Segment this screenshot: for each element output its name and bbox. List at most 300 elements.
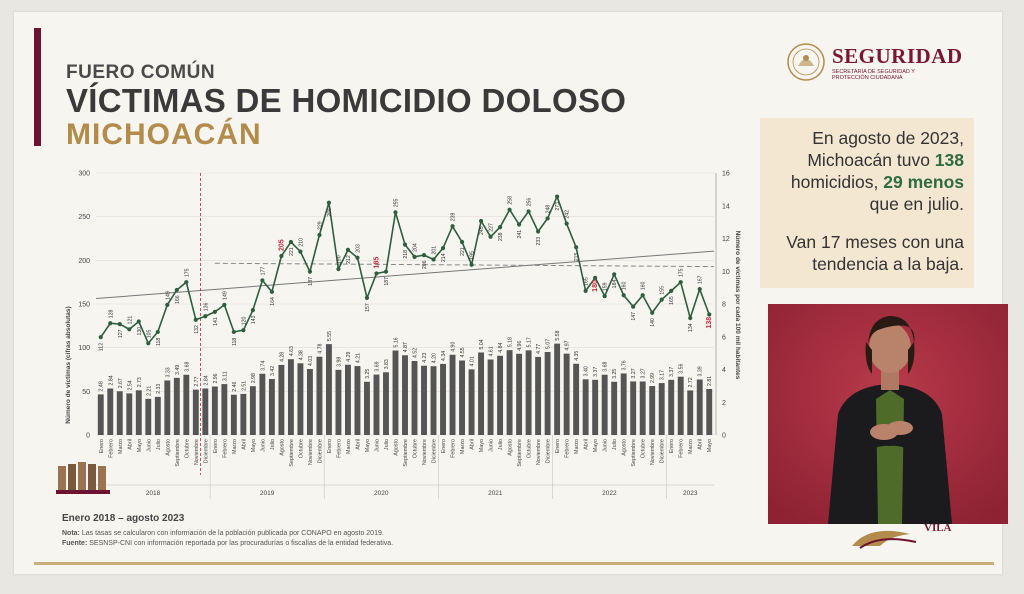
rate-bar-label: 3.17 [659,369,666,381]
y-tick-label: 0 [86,432,90,440]
rate-bar [611,382,617,435]
rate-bar-label: 3.74 [260,360,267,371]
victims-point [641,293,645,297]
victims-point [555,194,559,198]
month-label: Abril [583,439,590,450]
victims-point-label: 149 [165,291,172,300]
rate-bar [621,373,627,435]
victims-point [546,216,550,220]
month-label: Febrero [450,439,457,458]
month-label: Enero [326,439,333,454]
y2-axis-label: Número de víctimas por cada 100 mil habitantes [734,230,741,380]
month-label: Abril [241,439,248,450]
rate-bar [269,379,275,435]
rate-bar [240,394,246,435]
month-label: Mayo [593,439,600,453]
victims-point [565,222,569,226]
rate-bar [355,366,361,435]
month-label: Febrero [678,439,685,458]
rate-bar [526,350,532,435]
callout-line: homicidios, 29 menos [790,172,964,192]
rate-bar-label: 2.77 [193,376,200,387]
rate-bar-label: 3.69 [374,361,381,372]
victims-point [574,245,578,249]
y-tick-label: 300 [78,170,90,178]
rate-bar-label: 2.67 [117,378,124,389]
brand-name: SEGURIDAD [832,44,963,68]
rate-bar-label: 4.87 [403,342,409,353]
y2-tick-label: 2 [722,399,726,407]
callout-line: Michoacán tuvo 138 [807,150,964,170]
victims-point-label: 167 [697,275,704,285]
victims-point [241,328,245,332]
victims-point [99,335,103,339]
rate-bar [507,350,513,435]
victims-point-label: 118 [155,337,162,346]
month-label: Diciembre [203,439,210,464]
victims-point [707,312,711,316]
month-label: Noviembre [193,439,200,466]
y-axis-label: Número de víctimas (cifras absolutas) [65,306,72,424]
victims-point-label: 273 [555,201,562,211]
victims-point [679,280,683,284]
rate-bar [554,344,560,435]
month-label: Marzo [460,439,467,454]
month-label: Agosto [621,439,628,456]
y2-tick-label: 0 [722,432,726,440]
rate-bar-label: 4.52 [412,347,419,358]
rate-bar [145,399,151,435]
rate-bar-label: 4.01 [469,356,476,367]
victims-point-label: 242 [564,209,571,219]
month-label: Enero [555,439,562,454]
rate-bar [297,363,303,435]
month-label: Mayo [364,439,371,453]
y-tick-label: 100 [78,345,90,353]
victims-line [101,197,709,344]
accent-bar [34,28,41,146]
rate-bar-label: 3.25 [612,368,619,379]
month-label: Marzo [574,439,581,454]
victims-point [603,294,607,298]
victims-point-label: 155 [659,285,666,295]
victims-point-label: 160 [640,281,647,291]
victims-point-label: 185 [373,256,381,269]
victims-point-label: 239 [450,212,457,222]
rate-bar-label: 4.03 [307,355,314,367]
rate-bar-label: 5.04 [479,339,486,350]
month-label: Junio [602,439,609,452]
victims-point [156,330,160,334]
month-label: Septiembre [403,439,409,467]
year-label: 2021 [488,490,503,497]
month-label: Mayo [136,439,143,453]
rate-bar [431,366,437,435]
rate-bar-label: 3.98 [336,356,343,367]
rate-bar [183,375,189,435]
month-label: Noviembre [650,439,657,466]
rate-bar-label: 2.96 [212,373,219,384]
victims-point [127,327,131,331]
victims-point-label: 147 [631,311,638,321]
year-label: 2023 [682,490,698,497]
rate-bar-label: 4.61 [488,346,495,357]
rate-bar-label: 2.81 [707,375,714,386]
month-label: Febrero [222,439,229,458]
victims-point-label: 118 [231,337,238,346]
victims-point-label: 201 [431,245,438,255]
y2-axis-ticks [722,171,730,440]
victims-point-label: 255 [393,198,400,208]
victims-point [517,222,521,226]
rate-bar [706,389,712,435]
y-tick-label: 50 [82,388,90,396]
rate-bar-label: 4.84 [498,342,505,353]
victims-point-label: 221 [288,247,295,256]
brand-subtitle: SECRETARÍA DE SEGURIDAD Y PROTECCIÓN CIUDADANA [832,69,915,81]
rate-bar-label: 4.38 [298,350,305,361]
victims-point-label: 166 [174,295,181,305]
victims-point-label: 159 [602,282,609,292]
victims-point [450,224,454,228]
page-subtitle: MICHOACÁN [66,118,262,151]
month-label: Diciembre [431,439,438,464]
victims-point-label: 233 [536,236,543,246]
rate-bar-label: 2.84 [108,375,115,386]
month-label: Mayo [250,439,257,453]
footer-logo-text: VILA [924,522,952,534]
rate-bar [250,386,256,435]
victims-point [393,210,397,214]
rate-bar [278,365,284,435]
victims-point [422,253,426,257]
victims-point [660,298,664,302]
rate-bar [469,369,475,435]
victims-point [317,233,321,237]
victims-point [584,289,588,293]
victims-point-label: 187 [383,277,390,286]
victims-point-label: 184 [612,279,619,289]
victims-point [403,243,407,247]
note-text: Nota: Las tasas se calcularon con información de la población publicada por CONAPO en agosto 2019. [62,530,384,537]
month-label: Diciembre [317,439,324,464]
victims-point-label: 258 [507,196,514,205]
rate-bar [193,390,199,435]
month-label: Octubre [298,439,305,459]
rate-bar-label: 4.35 [574,350,581,361]
rate-bar [117,391,123,435]
victims-point-label: 164 [269,297,276,306]
rate-bar [126,393,132,435]
victims-point-label: 218 [403,249,409,259]
victims-point-label: 175 [678,268,685,278]
rate-bar-label: 3.76 [621,360,628,371]
victims-point-label: 132 [193,325,200,334]
rate-bar [516,354,522,435]
victims-point-label: 256 [526,197,533,207]
rate-bar [687,390,693,435]
victims-point [698,287,702,291]
rate-bar-label: 3.83 [383,359,390,370]
rate-bar-label: 2.21 [146,385,153,396]
rate-bar [231,395,237,435]
rate-bar [212,387,218,435]
rate-bar-label: 4.34 [441,350,448,361]
rate-bar-label: 3.49 [174,364,181,375]
rate-bar [335,370,341,435]
month-label: Noviembre [422,439,429,466]
rate-bar [307,369,313,435]
victims-point [327,201,331,205]
year-label: 2018 [145,490,161,497]
victims-point [488,235,492,239]
heroes-emblem-icon [54,458,114,496]
rate-bar-label: 5.58 [555,330,562,341]
rate-bar-label: 2.48 [98,381,105,392]
bottom-rule [34,562,994,565]
rate-bar-label: 2.51 [241,380,248,391]
callout-line: tendencia a la baja. [812,254,964,274]
month-label: Junio [374,439,381,452]
period-label: Enero 2018 – agosto 2023 [62,513,185,524]
rate-bar-label: 2.54 [127,380,134,391]
victims-point [527,209,531,213]
interpreter-image [768,304,1008,524]
victims-point-label: 130 [136,326,143,336]
rate-bar [421,366,427,435]
month-label: Mayo [707,439,714,453]
rate-bar-label: 4.96 [517,340,524,351]
rate-bar [326,344,332,435]
recent-trend-line [215,263,714,266]
rate-bar-label: 3.27 [640,368,647,379]
victims-point [688,316,692,320]
rate-bar-label: 4.21 [355,352,362,364]
month-label: Enero [212,439,219,454]
victims-point [203,314,207,318]
victims-point [612,272,616,276]
victims-point [346,248,350,252]
victims-point [108,321,112,325]
rate-bar-label: 3.11 [222,371,229,382]
rate-bar [459,360,465,435]
rate-bar [583,379,589,435]
year-label: 2019 [259,490,275,497]
page-title: VÍCTIMAS DE HOMICIDIO DOLOSO [66,82,627,119]
year-label: 2022 [602,490,617,497]
month-label: Agosto [165,439,172,456]
rate-bar-label: 3.37 [593,366,600,377]
victims-point-label: 175 [184,268,191,278]
victims-point-label: 187 [307,277,314,286]
y2-tick-label: 6 [722,334,726,342]
y2-tick-label: 16 [722,170,730,178]
victims-point [498,225,502,229]
victims-point-label: 205 [278,239,286,251]
rate-bar-label: 2.33 [155,383,162,394]
month-label: Julio [383,439,390,451]
rate-bar [393,351,399,435]
victims-point-label: 229 [317,221,324,231]
y2-tick-label: 10 [722,268,730,276]
month-label: Octubre [412,439,419,459]
y2-tick-label: 12 [722,236,730,243]
y2-tick-label: 14 [722,203,730,211]
rate-bar [288,359,294,435]
victims-point [622,293,626,297]
month-label: Abril [697,439,704,450]
month-label: Marzo [345,439,352,454]
rate-bar [668,380,674,435]
rate-bar-label: 4.97 [564,340,571,351]
month-label: Febrero [336,439,343,458]
rate-bar [174,378,180,435]
rate-bar [697,379,703,435]
rate-bar [535,357,541,435]
victims-point [251,308,255,312]
victims-point-label: 165 [583,277,590,286]
month-label: Julio [269,439,276,451]
victims-point [441,246,445,250]
rate-bar [374,375,380,435]
victims-point-label: 212 [345,255,352,264]
victims-point [289,240,293,244]
victims-point-label: 140 [650,318,657,327]
rate-bar [545,352,551,435]
victims-point [355,256,359,260]
victims-point [631,305,635,309]
month-label: Junio [260,439,267,452]
rate-bar-label: 4.90 [450,341,457,352]
victims-point [146,341,150,345]
month-label: Agosto [507,439,514,456]
victims-point-label: 105 [146,329,153,339]
victims-point-label: 227 [488,223,495,232]
y2-tick-label: 8 [722,301,726,309]
victims-point [507,208,511,212]
rate-bar [602,375,608,435]
rate-bar-label: 4.20 [431,353,438,364]
rate-bar [364,382,370,435]
month-label: Agosto [393,439,400,456]
victims-point [194,318,198,322]
y-tick-label: 250 [78,214,90,222]
month-label: Enero [669,439,676,454]
victims-point [336,267,340,271]
rate-bar [640,381,646,435]
month-label: Julio [498,439,505,451]
rate-bar-label: 3.25 [364,368,371,379]
rate-bar [259,374,265,435]
rate-bar-label: 3.40 [583,366,590,377]
month-label: Noviembre [536,438,543,466]
rate-bar-label: 4.63 [288,346,295,357]
source-text: Fuente: SESNSP-CNI con información reportada por las procuradurías o fiscalías de la entidad federativa. [62,540,394,547]
callout-line: que en julio. [869,194,964,214]
month-label: Septiembre [174,439,181,467]
victims-point [669,289,673,293]
month-label: Mayo [479,439,486,453]
rate-bar-label: 3.37 [669,366,676,377]
month-label: Marzo [688,439,695,454]
footer-logo [850,520,970,550]
victims-point-label: 157 [364,303,371,312]
victims-point [222,303,226,307]
rate-bar-label: 3.56 [678,363,685,374]
homicide-chart [40,165,740,505]
victims-point-label: 136 [203,302,210,312]
rate-bar [345,365,351,435]
victims-point-label: 134 [688,323,695,332]
victims-point-label: 127 [117,329,124,339]
victims-point [650,311,654,315]
victims-point-label: 138 [706,316,714,329]
callout-line: Van 17 meses con una [786,232,964,252]
victims-point [118,322,122,326]
rate-bar-label: 4.77 [536,343,543,354]
month-label: Septiembre [631,439,638,467]
victims-point-label: 214 [441,253,448,263]
month-label: Julio [155,439,162,451]
victims-point-label: 221 [460,247,467,256]
victims-point-label: 180 [592,280,600,292]
month-label: Enero [98,439,105,454]
rate-bar-label: 3.68 [184,361,191,372]
rate-bar [221,384,227,435]
month-label: Marzo [231,439,238,454]
y-axis-ticks [78,171,90,440]
rate-bar-label: 3.27 [631,368,638,379]
victims-point-label: 177 [260,266,267,276]
rate-bar [164,380,170,435]
rate-bar [649,386,655,435]
victims-point-label: 206 [422,260,429,270]
month-label: Febrero [108,439,115,458]
victims-point-label: 245 [479,226,486,236]
rate-bar [383,372,389,435]
rate-bar [136,390,142,435]
victims-point-label: 210 [298,237,305,247]
rate-bar [450,355,456,435]
victims-point-label: 121 [127,315,134,325]
callout-count: 138 [934,150,964,170]
victims-point-label: 266 [326,208,333,217]
sign-language-interpreter-video [768,304,1008,524]
month-label: Agosto [279,439,286,456]
rate-bar [630,381,636,435]
rate-bar [592,380,598,435]
rate-bar-label: 4.29 [345,351,352,362]
victims-point [279,254,283,258]
rate-bar-label: 5.18 [507,337,514,348]
victims-point [184,280,188,284]
callout-line: En agosto de 2023, [812,128,964,148]
rate-bar [564,354,570,435]
victims-point-label: 215 [574,252,581,262]
victims-point [175,288,179,292]
victims-point [308,270,312,274]
victims-series-line [101,197,709,344]
victims-point-label: 248 [545,204,552,214]
summary-callout [760,118,974,288]
rate-bar-label: 5.16 [393,337,400,348]
month-label: Junio [146,439,153,452]
rate-bar-label: 2.99 [650,372,657,384]
rate-bar [678,377,684,435]
victims-point [365,296,369,300]
victims-point [431,257,435,261]
victims-point [137,319,141,323]
